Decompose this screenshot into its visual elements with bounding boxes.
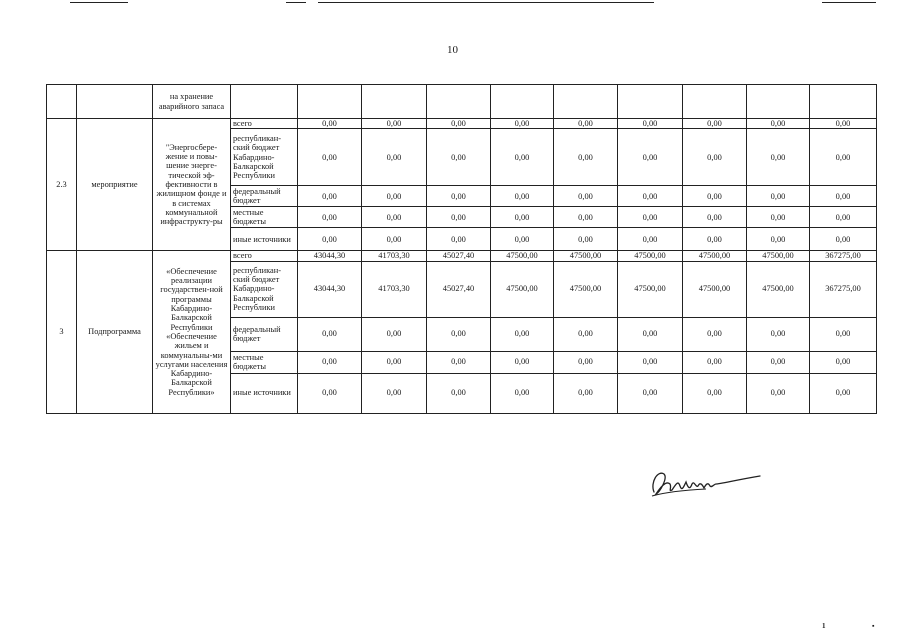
source-cell: местные бюджеты xyxy=(231,351,298,373)
source-cell: всего xyxy=(231,119,298,129)
value-cell: 0,00 xyxy=(810,119,877,129)
value-cell: 41703,30 xyxy=(362,251,427,261)
value-cell: 0,00 xyxy=(810,207,877,228)
value-cell: 0,00 xyxy=(747,317,810,351)
kind-cell xyxy=(77,85,153,119)
row-kind: мероприятие xyxy=(77,119,153,251)
value-cell: 0,00 xyxy=(683,119,747,129)
value-cell: 43044,30 xyxy=(298,261,362,317)
top-edge-line xyxy=(822,2,876,3)
value-cell: 0,00 xyxy=(298,373,362,413)
value-cell: 0,00 xyxy=(683,186,747,207)
value-cell: 0,00 xyxy=(747,228,810,251)
value-cell: 0,00 xyxy=(427,129,491,186)
value-cell: 0,00 xyxy=(810,228,877,251)
value-cell: 0,00 xyxy=(298,207,362,228)
budget-table xyxy=(46,84,877,414)
value-cell: 0,00 xyxy=(618,351,683,373)
value-cell: 45027,40 xyxy=(427,251,491,261)
row-number: 2.3 xyxy=(47,119,77,251)
value-cell: 0,00 xyxy=(362,228,427,251)
value-cell: 0,00 xyxy=(298,129,362,186)
number-cell xyxy=(47,85,77,119)
value-cell: 0,00 xyxy=(298,351,362,373)
value-cell: 0,00 xyxy=(554,186,618,207)
value-cell: 0,00 xyxy=(618,119,683,129)
value-cell: 0,00 xyxy=(362,129,427,186)
value-cell: 0,00 xyxy=(491,351,554,373)
top-edge-line xyxy=(286,2,306,3)
value-cell: 47500,00 xyxy=(618,261,683,317)
value-cell: 0,00 xyxy=(362,373,427,413)
value-cell: 47500,00 xyxy=(554,261,618,317)
value-cell: 0,00 xyxy=(683,373,747,413)
value-cell: 0,00 xyxy=(298,186,362,207)
value-cell: 0,00 xyxy=(683,129,747,186)
value-cell: 0,00 xyxy=(427,351,491,373)
value-cell: 41703,30 xyxy=(362,261,427,317)
value-cell: 0,00 xyxy=(810,129,877,186)
corner-mark: 1 xyxy=(822,622,826,630)
value-cell: 43044,30 xyxy=(298,251,362,261)
value-cell: 0,00 xyxy=(554,119,618,129)
value-cell: 0,00 xyxy=(747,351,810,373)
value-cell: 0,00 xyxy=(618,207,683,228)
value-cell: 0,00 xyxy=(427,228,491,251)
value-cell: 0,00 xyxy=(810,317,877,351)
value-cell: 47500,00 xyxy=(491,261,554,317)
value-cell: 0,00 xyxy=(362,207,427,228)
value-cell: 0,00 xyxy=(618,317,683,351)
value-cell: 47500,00 xyxy=(618,251,683,261)
page-number: 10 xyxy=(447,44,458,56)
row-name: «Обеспечение реализации государствен-ной программы Кабардино-Балкарской Республики «Обеспечение жильем и коммунальны-ми услугами населения Кабардино-Балкарской Республики» xyxy=(153,251,231,413)
value-cell: 0,00 xyxy=(362,186,427,207)
signature-icon xyxy=(646,462,766,502)
value-cell: 0,00 xyxy=(298,317,362,351)
source-cell: местные бюджеты xyxy=(231,207,298,228)
value-cell: 0,00 xyxy=(362,351,427,373)
value-cell: 0,00 xyxy=(554,207,618,228)
value-cell: 0,00 xyxy=(683,228,747,251)
value-cell: 0,00 xyxy=(747,186,810,207)
value-cell: 47500,00 xyxy=(747,251,810,261)
value-cell: 0,00 xyxy=(554,317,618,351)
source-cell: иные источники xyxy=(231,228,298,251)
source-cell: республикан-ский бюджет Кабардино-Балкарской Республики xyxy=(231,261,298,317)
value-cell: 45027,40 xyxy=(427,261,491,317)
value-cell: 0,00 xyxy=(427,119,491,129)
value-cell: 0,00 xyxy=(491,228,554,251)
value-cell: 0,00 xyxy=(554,351,618,373)
value-cell: 367275,00 xyxy=(810,251,877,261)
value-cell: 0,00 xyxy=(298,119,362,129)
value-cell: 47500,00 xyxy=(747,261,810,317)
top-edge-line xyxy=(318,2,654,3)
value-cell: 0,00 xyxy=(427,207,491,228)
value-cell: 47500,00 xyxy=(683,261,747,317)
value-cell: 0,00 xyxy=(554,373,618,413)
value-cell: 47500,00 xyxy=(683,251,747,261)
value-cell: 0,00 xyxy=(810,373,877,413)
value-cell: 0,00 xyxy=(810,351,877,373)
value-cell: 0,00 xyxy=(427,186,491,207)
value-cell: 0,00 xyxy=(683,317,747,351)
value-cell: 0,00 xyxy=(362,317,427,351)
source-cell: всего xyxy=(231,251,298,261)
value-cell: 0,00 xyxy=(554,129,618,186)
row-name: "Энергосбере-жение и повы-шение энерге-тической эф-фективности в жилищном фонде и в системах коммунальной инфраструкту-ры xyxy=(153,119,231,251)
value-cell: 0,00 xyxy=(618,228,683,251)
value-cell: 0,00 xyxy=(683,351,747,373)
value-cell: 0,00 xyxy=(683,207,747,228)
value-cell: 0,00 xyxy=(427,317,491,351)
table-row xyxy=(47,119,877,129)
value-cell: 0,00 xyxy=(618,186,683,207)
value-cell: 0,00 xyxy=(554,228,618,251)
source-cell xyxy=(231,85,298,119)
name-cell: на хранение аварийного запаса xyxy=(153,85,231,119)
top-edge-line xyxy=(70,2,128,3)
value-cell: 367275,00 xyxy=(810,261,877,317)
value-cell: 0,00 xyxy=(491,207,554,228)
value-cell: 0,00 xyxy=(491,186,554,207)
value-cell: 0,00 xyxy=(747,207,810,228)
table-row xyxy=(47,85,877,119)
source-cell: республикан-ский бюджет Кабардино-Балкарской Республики xyxy=(231,129,298,186)
value-cell: 0,00 xyxy=(427,373,491,413)
value-cell: 0,00 xyxy=(747,119,810,129)
corner-mark-glyph: ▪ xyxy=(872,622,875,630)
value-cell: 0,00 xyxy=(747,373,810,413)
source-cell: федеральный бюджет xyxy=(231,186,298,207)
value-cell: 0,00 xyxy=(491,129,554,186)
value-cell: 0,00 xyxy=(810,186,877,207)
value-cell: 0,00 xyxy=(618,129,683,186)
row-kind: Подпрограмма xyxy=(77,251,153,413)
value-cell: 0,00 xyxy=(747,129,810,186)
source-cell: федеральный бюджет xyxy=(231,317,298,351)
value-cell: 0,00 xyxy=(491,317,554,351)
value-cell: 0,00 xyxy=(362,119,427,129)
table-row xyxy=(47,251,877,261)
value-cell: 0,00 xyxy=(298,228,362,251)
value-cell: 0,00 xyxy=(491,119,554,129)
value-cell: 47500,00 xyxy=(554,251,618,261)
source-cell: иные источники xyxy=(231,373,298,413)
value-cell: 0,00 xyxy=(618,373,683,413)
value-cell: 47500,00 xyxy=(491,251,554,261)
value-cell: 0,00 xyxy=(491,373,554,413)
row-number: 3 xyxy=(47,251,77,413)
